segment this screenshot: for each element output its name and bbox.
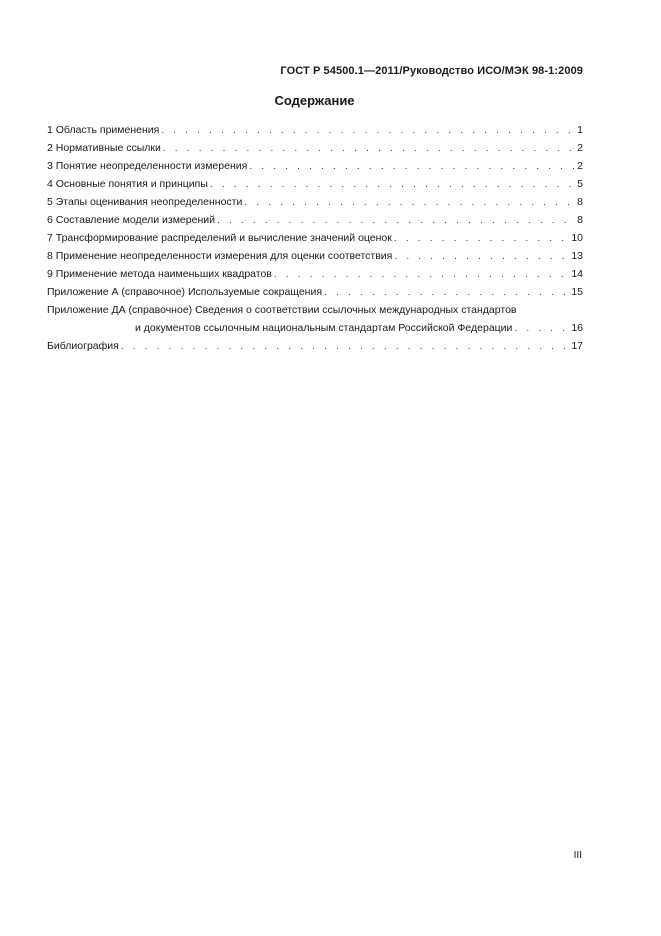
toc-entry-label: 7 Трансформирование распределений и вычисление значений оценок	[47, 232, 392, 244]
table-of-contents	[47, 121, 583, 355]
toc-entry-page: 2	[577, 142, 583, 154]
toc-leader-dots	[210, 176, 574, 194]
toc-entry-label: 3 Понятие неопределенности измерения	[47, 160, 248, 172]
toc-entry[interactable]	[47, 175, 583, 193]
toc-entry-page: 10	[571, 232, 583, 244]
toc-entry[interactable]	[47, 211, 583, 229]
toc-entry-label-continued: и документов ссылочным национальным стандартам Российской Федерации	[135, 322, 513, 334]
toc-entry-label: Библиография	[47, 340, 119, 352]
toc-entry-label: 9 Применение метода наименьших квадратов	[47, 268, 272, 280]
toc-entry-page: 2	[577, 160, 583, 172]
toc-entry[interactable]	[47, 121, 583, 139]
toc-entry-page: 1	[577, 124, 583, 136]
toc-leader-dots	[514, 320, 568, 338]
toc-entry-label: 4 Основные понятия и принципы	[47, 178, 208, 190]
toc-leader-dots	[394, 248, 568, 266]
page-number: III	[573, 850, 582, 861]
toc-leader-dots	[244, 194, 574, 212]
toc-entry[interactable]	[47, 337, 583, 355]
toc-leader-dots	[249, 158, 574, 176]
toc-entry[interactable]	[47, 157, 583, 175]
toc-leader-dots	[161, 122, 574, 140]
toc-entry-label: Приложение А (справочное) Используемые сокращения	[47, 286, 323, 298]
toc-entry[interactable]	[47, 247, 583, 265]
toc-entry-page: 5	[577, 178, 583, 190]
toc-entry-label: Приложение ДА (справочное) Сведения о соответствии ссылочных международных стандартов	[47, 304, 517, 316]
toc-entry[interactable]	[47, 193, 583, 211]
toc-entry-continuation	[47, 319, 583, 337]
contents-title: Содержание	[274, 93, 355, 108]
toc-leader-dots	[163, 140, 574, 158]
toc-entry-label: 1 Область применения	[47, 124, 160, 136]
toc-leader-dots	[121, 338, 568, 356]
toc-leader-dots	[394, 230, 568, 248]
toc-entry-page: 13	[571, 250, 583, 262]
toc-leader-dots	[324, 284, 568, 302]
toc-entry-page: 16	[571, 322, 583, 334]
toc-entry-page: 15	[571, 286, 583, 298]
toc-leader-dots	[274, 266, 568, 284]
toc-entry-page: 14	[571, 268, 583, 280]
toc-entry-label: 6 Составление модели измерений	[47, 214, 215, 226]
toc-entry-label: 8 Применение неопределенности измерения для оценки соответствия	[47, 250, 393, 262]
toc-entry[interactable]	[47, 301, 583, 337]
toc-entry-page: 17	[571, 340, 583, 352]
toc-leader-dots	[217, 212, 574, 230]
toc-entry[interactable]	[47, 229, 583, 247]
toc-entry[interactable]	[47, 139, 583, 157]
toc-entry[interactable]	[47, 265, 583, 283]
toc-entry-label: 5 Этапы оценивания неопределенности	[47, 196, 243, 208]
toc-entry-page: 8	[577, 214, 583, 226]
toc-entry-label: 2 Нормативные ссылки	[47, 142, 161, 154]
toc-entry[interactable]	[47, 283, 583, 301]
toc-entry-page: 8	[577, 196, 583, 208]
document-code-header: ГОСТ Р 54500.1—2011/Руководство ИСО/МЭК 98-1:2009	[280, 65, 583, 77]
